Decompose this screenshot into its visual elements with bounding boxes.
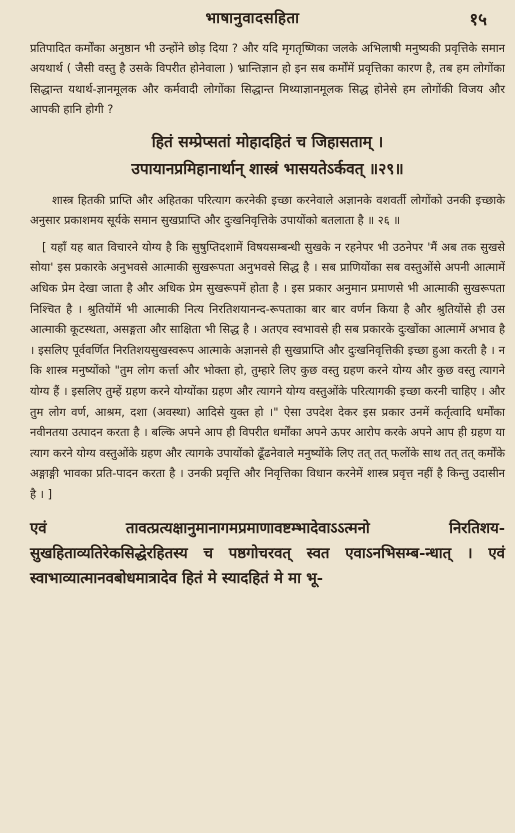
verse-line-2: उपायानप्रमिहानार्थान् शास्त्रं भासयतेऽर्कवत् ॥२९॥ — [131, 158, 404, 178]
intro-paragraph: प्रतिपादित कर्मोंका अनुष्ठान भी उन्होंने छोड़ दिया ? और यदि मृगतृष्णिका जलके अभिलाषी मनुष्यकी प्रवृत्तिके समान अयथार्थ ( जैसी वस्तु है उसके विपरीत होनेवाला ) भ्रान्तिज्ञान हो इन सब कर्मोंमें प्रवृत्तिका कारण है, तब हम लोगोंका सिद्धान्त यथार्थ-ज्ञानमूलक और कर्मवादी लोगोंका सिद्धान्त मिथ्याज्ञानमूलक सिद्ध होनेसे हम लोगोंकी विजय और आपकी हानि होगी ? — [30, 41, 505, 117]
commentary-paragraph: [ यहाँ यह बात विचारने योग्य है कि सुषुप्तिदशामें विषयसम्बन्धी सुखके न रहनेपर भी उठनेपर 'मैं अब तक सुखसे सोया' इस प्रकारके अनुभवसे आत्माकी सुखरूपता अनुभवसे सिद्ध है । सब प्राणियोंका सब वस्तुओंसे अपनी आत्मामें अधिक प्रेम देखा जाता है और अधिक प्रेम सुखरूपमें होता है । इस प्रकार अनुमान प्रमाणसे भी आत्माकी सुखरूपता निश्चित है । श्रुतियोंमें भी आत्माकी नित्य निरतिशयानन्द-रूपताका बार बार वर्णन किया है और श्रुतियोंसे ही उस आत्माकी कूटस्थता, असङ्गता और साक्षिता भी सिद्ध है । अतएव स्वभावसे ही सब प्रकारके दुःखोंका आत्मामें अभाव है । इसलिए पूर्ववर्णित निरतिशयसुखस्वरूप आत्माके अज्ञानसे ही सुखप्राप्ति और दुःखनिवृत्तिकी इच्छा हुआ करती है । न कि शास्त्र मनुष्योंको "तुम लोग कर्त्ता और भोक्ता हो, तुम्हारे लिए कुछ वस्तु ग्रहण करने योग्य और कुछ वस्तु त्यागने योग्य हैं । इसलिए तुम्हें ग्रहण करने योग्योंका ग्रहण और त्यागने योग्य वस्तुओंके परित्यागकी इच्छा करनी चाहिए । और तुम लोग वर्ण, आश्रम, दशा (अवस्था) आदिसे युक्त हो ।" ऐसा उपदेश देकर इस प्रकार उनमें कर्तृत्वादि धर्मोंका नवीनतया उत्पादन करता है । बल्कि अपने आप ही विपरीत धर्मोंका अपने ऊपर आरोप करके अपने आप ही ग्रहण या त्याग करने योग्य वस्तुओंके ग्रहण और त्यागके उपायोंको ढूँढनेवाले मनुष्योंके लिए तत् तत् फलोंके साथ तत् तत् कर्मोंके अङ्गाङ्गी भावका प्रति-पादन करता है । उनकी प्रवृत्ति और निवृत्तिका विधान करनेमें शास्त्र प्रवृत्त नहीं है किन्तु उदासीन है । ] — [30, 239, 505, 501]
page-header — [30, 6, 505, 32]
running-title: भाषानुवादसहिता — [205, 9, 300, 27]
sanskrit-continuation: एवं तावत्प्रत्यक्षानुमानागमप्रमाणावष्टम्भादेवाऽऽत्मनो निरतिशय-सुखहिताव्यतिरेकसिद्धेरहितस्य च पष्ठगोचरवत् स्वत एवाऽनभिसम्ब-न्धात् । एवं स्वाभाव्यात्मानवबोधमात्रादेव हितं मे स्यादहितं मे मा भू- — [30, 518, 505, 587]
verse-reference: ॥ २६ ॥ — [367, 213, 401, 228]
page-number: १५ — [469, 10, 487, 30]
verse-translation — [30, 190, 505, 231]
verse-line-1: हितं सम्प्रेप्सतां मोहादहितं च जिहासताम् । — [151, 131, 384, 151]
translation-text: शास्त्र हितकी प्राप्ति और अहितका परित्याग करनेकी इच्छा करनेवाले अज्ञानके वशवर्ती लोगोंको उनकी इच्छाके अनुसार प्रकाशमय सूर्यके समान सुखप्राप्ति और दुःखनिवृत्तिके उपायोंको बतलाता है — [30, 192, 505, 228]
sanskrit-verse — [30, 128, 505, 182]
